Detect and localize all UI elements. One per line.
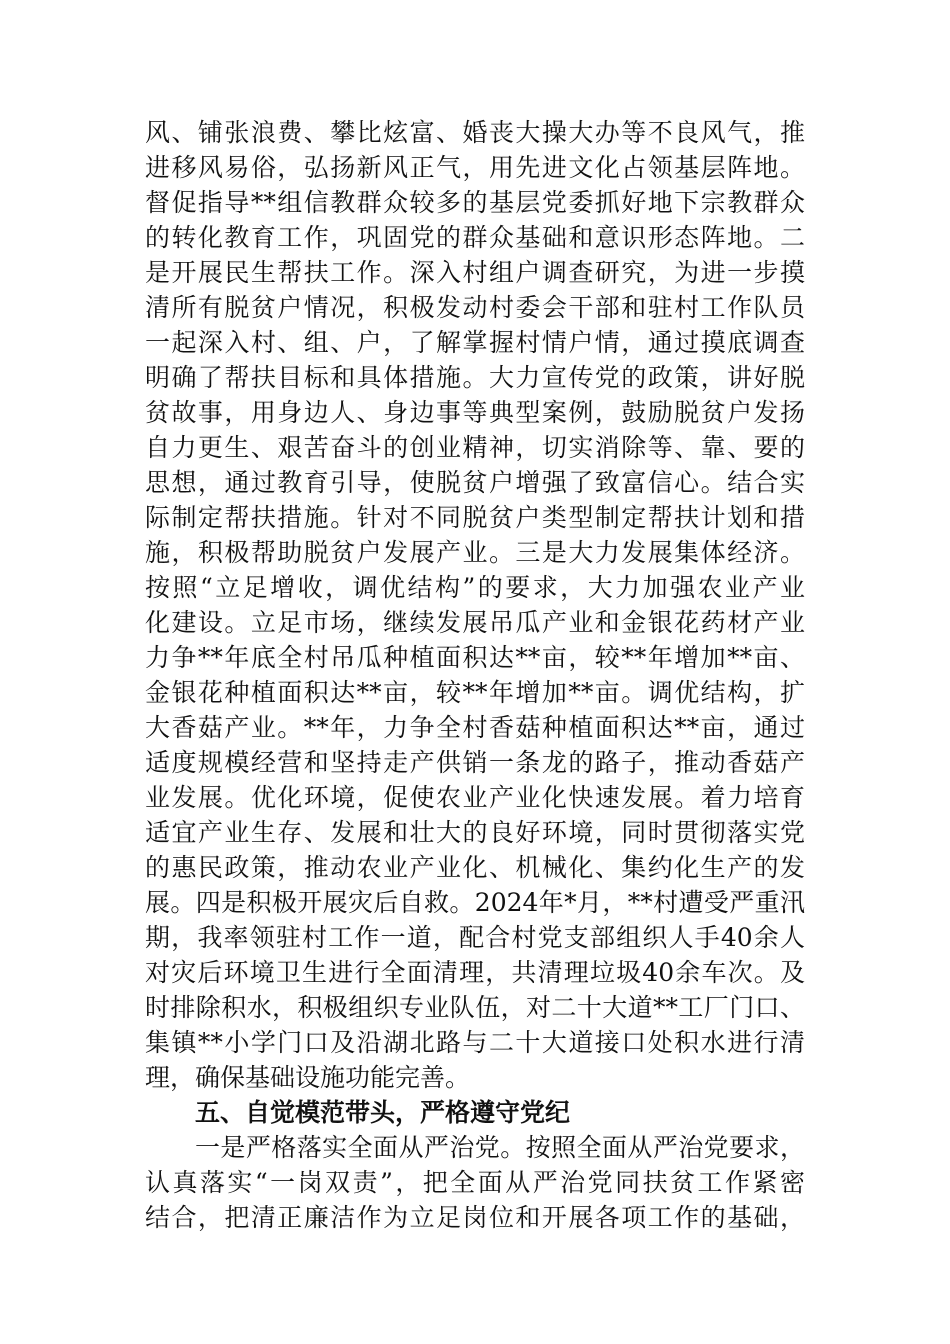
body-text-line: 施，积极帮助脱贫户发展产业。三是大力发展集体经济。: [145, 538, 805, 567]
body-text-line: 结合，把清正廉洁作为立足岗位和开展各项工作的基础，: [145, 1203, 805, 1232]
section-heading: 五、自觉模范带头，严格遵守党纪: [195, 1098, 571, 1127]
body-text-line: 明确了帮扶目标和具体措施。大力宣传党的政策，讲好脱: [145, 363, 805, 392]
body-text-line: 一是严格落实全面从严治党。按照全面从严治党要求，: [195, 1133, 805, 1162]
body-text-line: 对灾后环境卫生进行全面清理，共清理垃圾40余车次。及: [145, 958, 805, 987]
body-text-line: 化建设。立足市场，继续发展吊瓜产业和金银花药材产业: [145, 608, 805, 637]
body-text-line: 按照“立足增收，调优结构”的要求，大力加强农业产业: [145, 573, 805, 602]
body-text-line: 时排除积水，积极组织专业队伍，对二十大道**工厂门口、: [145, 993, 805, 1022]
body-text-line: 大香菇产业。**年，力争全村香菇种植面积达**亩，通过: [145, 713, 805, 742]
body-text-line: 是开展民生帮扶工作。深入村组户调查研究，为进一步摸: [145, 258, 805, 287]
body-text-line: 一起深入村、组、户，了解掌握村情户情，通过摸底调查: [145, 328, 805, 357]
body-text-line: 风、铺张浪费、攀比炫富、婚丧大操大办等不良风气，推: [145, 118, 805, 147]
body-text-line: 进移风易俗，弘扬新风正气，用先进文化占领基层阵地。: [145, 153, 805, 182]
body-text-line: 力争**年底全村吊瓜种植面积达**亩，较**年增加**亩、: [145, 643, 805, 672]
body-text-line: 适度规模经营和坚持走产供销一条龙的路子，推动香菇产: [145, 748, 805, 777]
body-text-line: 清所有脱贫户情况，积极发动村委会干部和驻村工作队员: [145, 293, 805, 322]
body-text-line: 督促指导**组信教群众较多的基层党委抓好地下宗教群众: [145, 188, 805, 217]
body-text-line: 贫故事，用身边人、身边事等典型案例，鼓励脱贫户发扬: [145, 398, 805, 427]
body-text-line: 集镇**小学门口及沿湖北路与二十大道接口处积水进行清: [145, 1028, 805, 1057]
body-text-line: 际制定帮扶措施。针对不同脱贫户类型制定帮扶计划和措: [145, 503, 805, 532]
body-text-line: 的转化教育工作，巩固党的群众基础和意识形态阵地。二: [145, 223, 805, 252]
body-text-line: 理，确保基础设施功能完善。: [145, 1063, 471, 1092]
body-text-line: 的惠民政策，推动农业产业化、机械化、集约化生产的发: [145, 853, 805, 882]
body-text-line: 思想，通过教育引导，使脱贫户增强了致富信心。结合实: [145, 468, 805, 497]
body-text-line: 认真落实“一岗双责”，把全面从严治党同扶贫工作紧密: [145, 1168, 805, 1197]
body-text-line: 期，我率领驻村工作一道，配合村党支部组织人手40余人: [145, 923, 805, 952]
body-text-line: 金银花种植面积达**亩，较**年增加**亩。调优结构，扩: [145, 678, 805, 707]
body-text-line: 业发展。优化环境，促使农业产业化快速发展。着力培育: [145, 783, 805, 812]
body-text-line: 适宜产业生存、发展和壮大的良好环境，同时贯彻落实党: [145, 818, 805, 847]
body-text-line: 展。四是积极开展灾后自救。2024年*月，**村遭受严重汛: [145, 888, 805, 917]
body-text-line: 自力更生、艰苦奋斗的创业精神，切实消除等、靠、要的: [145, 433, 805, 462]
